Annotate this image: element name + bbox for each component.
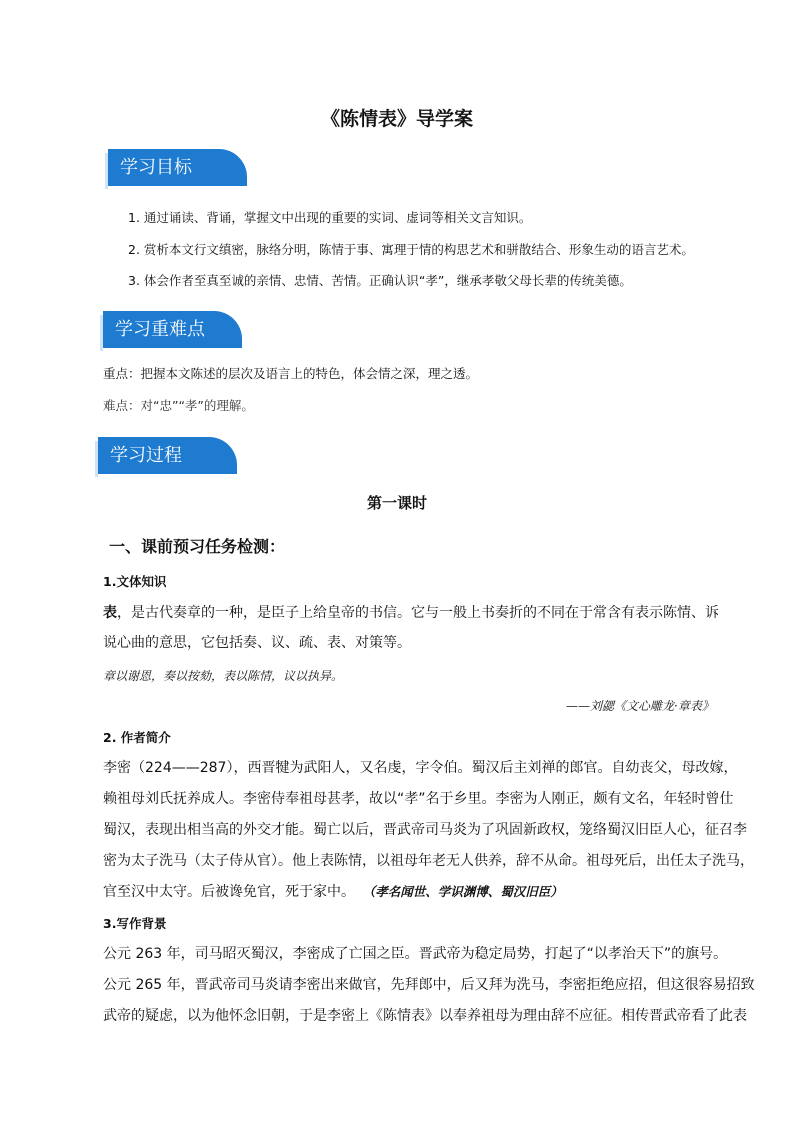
background-line: 公元 263 年，司马昭灭蜀汉，李密成了亡国之臣。晋武帝为稳定局势，打起了“以孝治天下”的旗号。	[103, 946, 728, 962]
author-line-last	[103, 881, 563, 901]
author-tags: （孝名闻世、学识渊博、蜀汉旧臣）	[369, 884, 563, 899]
genre-quote-source: ——刘勰《文心雕龙·章表》	[566, 699, 714, 713]
author-line: 赖祖母刘氏抚养成人。李密侍奉祖母甚孝，故以“孝”名于乡里。李密为人刚正，颇有文名，年轻时曾仕	[103, 791, 734, 807]
author-line: 李密（224——287），西晋犍为武阳人，又名虔，字令伯。蜀汉后主刘禅的郎官。自幼丧父，母改嫁，	[103, 760, 738, 776]
genre-title: 1.文体知识	[103, 574, 167, 589]
objective-item: 3. 体会作者至真至诚的亲情、忠情、苦情。正确认识“孝”，继承孝敬父母长辈的传统美德。	[128, 273, 632, 288]
genre-line-2: 说心曲的意思，它包括奏、议、疏、表、对策等。	[103, 635, 411, 651]
keypoint-difficulty: 难点：对“忠”“孝”的理解。	[103, 398, 254, 413]
author-line: 密为太子洗马（太子侍从官）。他上表陈情，以祖母年老无人供养，辞不从命。祖母死后，出任太子洗马，	[103, 853, 754, 869]
author-line: 蜀汉，表现出相当高的外交才能。蜀亡以后，晋武帝司马炎为了巩固新政权，笼络蜀汉旧臣人心，征召李	[103, 822, 747, 838]
background-line: 公元 265 年，晋武帝司马炎请李密出来做官，先拜郎中，后又拜为洗马，李密拒绝应招，但这很容易招致	[103, 977, 755, 993]
page-title: 《陈情表》导学案	[320, 108, 473, 130]
genre-term: 表	[103, 605, 117, 621]
section-tag-objectives: 学习目标	[108, 149, 247, 186]
subsection-heading: 一、课前预习任务检测：	[109, 537, 286, 556]
author-line-last-text: 官至汉中太守。后被谗免官，死于家中。	[103, 884, 355, 900]
section-tag-process: 学习过程	[98, 437, 237, 474]
genre-line-1	[103, 602, 719, 622]
keypoint-focus: 重点：把握本文陈述的层次及语言上的特色，体会情之深，理之透。	[103, 366, 479, 381]
genre-line-1-text: ，是古代奏章的一种，是臣子上给皇帝的书信。它与一般上书奏折的不同在于常含有表示陈情、诉	[117, 605, 719, 621]
objective-item: 1. 通过诵读、背诵，掌握文中出现的重要的实词、虚词等相关文言知识。	[128, 210, 532, 225]
lesson-title: 第一课时	[366, 494, 427, 512]
objective-item: 2. 赏析本文行文缜密，脉络分明，陈情于事、寓理于情的构思艺术和骈散结合、形象生动的语言艺术。	[128, 242, 694, 257]
section-tag-keypoints: 学习重难点	[103, 311, 242, 348]
author-title: 2. 作者简介	[103, 730, 171, 745]
background-line: 武帝的疑虑，以为他怀念旧朝，于是李密上《陈情表》以奉养祖母为理由辞不应征。相传晋武帝看了此表	[103, 1008, 747, 1024]
background-title: 3.写作背景	[103, 916, 167, 931]
genre-quote: 章以谢恩，奏以按劾，表以陈情，议以执异。	[103, 669, 344, 683]
